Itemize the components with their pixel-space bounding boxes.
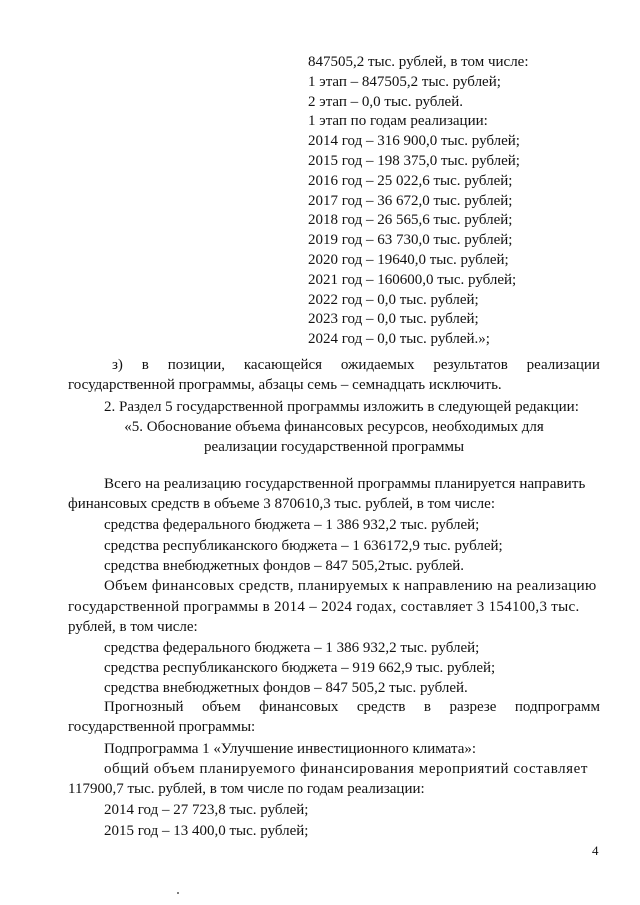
item-z-word: ожидаемых: [340, 357, 415, 373]
para-forecast-line1: [104, 697, 600, 717]
scan-speck: [177, 892, 179, 894]
subprogram1-line2: 117900,7 тыс. рублей, в том числе по годам реализации:: [68, 781, 425, 797]
forecast-word: подпрограмм: [514, 699, 600, 715]
year-funding-line: 2014 год – 27 723,8 тыс. рублей;: [104, 802, 309, 818]
item-z-line2: государственной программы, абзацы семь – семнадцать исключить.: [68, 377, 502, 393]
para-total-line1: Всего на реализацию государственной программы планируется направить: [104, 476, 586, 492]
para-total-line2: финансовых средств в объеме 3 870610,3 тыс. рублей, в том числе:: [68, 496, 495, 512]
funding-line: 1 этап по годам реализации:: [308, 113, 488, 130]
funding-line: 1 этап – 847505,2 тыс. рублей;: [308, 73, 501, 90]
funding-line: 2021 год – 160600,0 тыс. рублей;: [308, 271, 517, 288]
item-z-word: реализации: [526, 357, 600, 373]
funding-line: 847505,2 тыс. рублей, в том числе:: [308, 54, 529, 70]
funding-line: 2019 год – 63 730,0 тыс. рублей;: [308, 232, 513, 249]
forecast-word: в: [423, 699, 431, 715]
subprogram1-title: Подпрограмма 1 «Улучшение инвестиционного климата»:: [104, 741, 477, 757]
item-z-line1: [112, 355, 600, 375]
funding-line: 2017 год – 36 672,0 тыс. рублей;: [308, 192, 513, 209]
funding-line: 2018 год – 26 565,6 тыс. рублей;: [308, 212, 513, 229]
funding-source-line: средства внебюджетных фондов – 847 505,2тыс. рублей.: [104, 558, 464, 574]
page-number: 4: [592, 843, 599, 858]
forecast-word: Прогнозный: [104, 699, 184, 715]
para-forecast-line2: государственной программы:: [68, 719, 256, 735]
funding-line: 2014 год – 316 900,0 тыс. рублей;: [308, 133, 520, 150]
funding-source-line: средства федерального бюджета – 1 386 932,2 тыс. рублей;: [104, 517, 480, 533]
para-period-line1: Объем финансовых средств, планируемых к направлению на реализацию: [104, 578, 597, 594]
subprogram1-line1: общий объем планируемого финансирования мероприятий составляет: [104, 761, 588, 777]
item-z-word: з): [112, 357, 123, 373]
forecast-word: разрезе: [449, 699, 497, 715]
funding-source-line: средства республиканского бюджета – 919 662,9 тыс. рублей;: [104, 660, 496, 676]
item-z-word: касающейся: [243, 357, 323, 373]
funding-line: 2 этап – 0,0 тыс. рублей.: [308, 93, 463, 110]
funding-line: 2024 год – 0,0 тыс. рублей.»;: [308, 331, 490, 348]
funding-source-line: средства федерального бюджета – 1 386 932,2 тыс. рублей;: [104, 640, 480, 656]
section-title-line2: реализации государственной программы: [203, 439, 465, 455]
item-z-word: результатов: [433, 357, 508, 373]
forecast-word: объем: [202, 699, 241, 715]
funding-line: 2020 год – 19640,0 тыс. рублей;: [308, 252, 509, 268]
funding-source-line: средства республиканского бюджета – 1 636172,9 тыс. рублей;: [104, 537, 503, 554]
year-funding-line: 2015 год – 13 400,0 тыс. рублей;: [104, 823, 309, 839]
item-z-word: позиции,: [167, 357, 226, 373]
item-z-word: в: [141, 357, 149, 373]
forecast-word: средств: [356, 699, 406, 715]
item-2: 2. Раздел 5 государственной программы изложить в следующей редакции:: [104, 399, 579, 415]
para-period-line2: государственной программы в 2014 – 2024 годах, составляет 3 154100,3 тыс.: [68, 599, 580, 615]
funding-line: 2016 год – 25 022,6 тыс. рублей;: [308, 172, 513, 189]
funding-line: 2023 год – 0,0 тыс. рублей;: [308, 311, 479, 328]
funding-line: 2022 год – 0,0 тыс. рублей;: [308, 291, 479, 308]
section-title-line1: «5. Обоснование объема финансовых ресурсов, необходимых для: [124, 419, 544, 435]
funding-source-line: средства внебюджетных фондов – 847 505,2 тыс. рублей.: [104, 680, 468, 696]
funding-line: 2015 год – 198 375,0 тыс. рублей;: [308, 153, 520, 169]
forecast-word: финансовых: [259, 699, 339, 715]
para-period-line3: рублей, в том числе:: [68, 619, 198, 635]
